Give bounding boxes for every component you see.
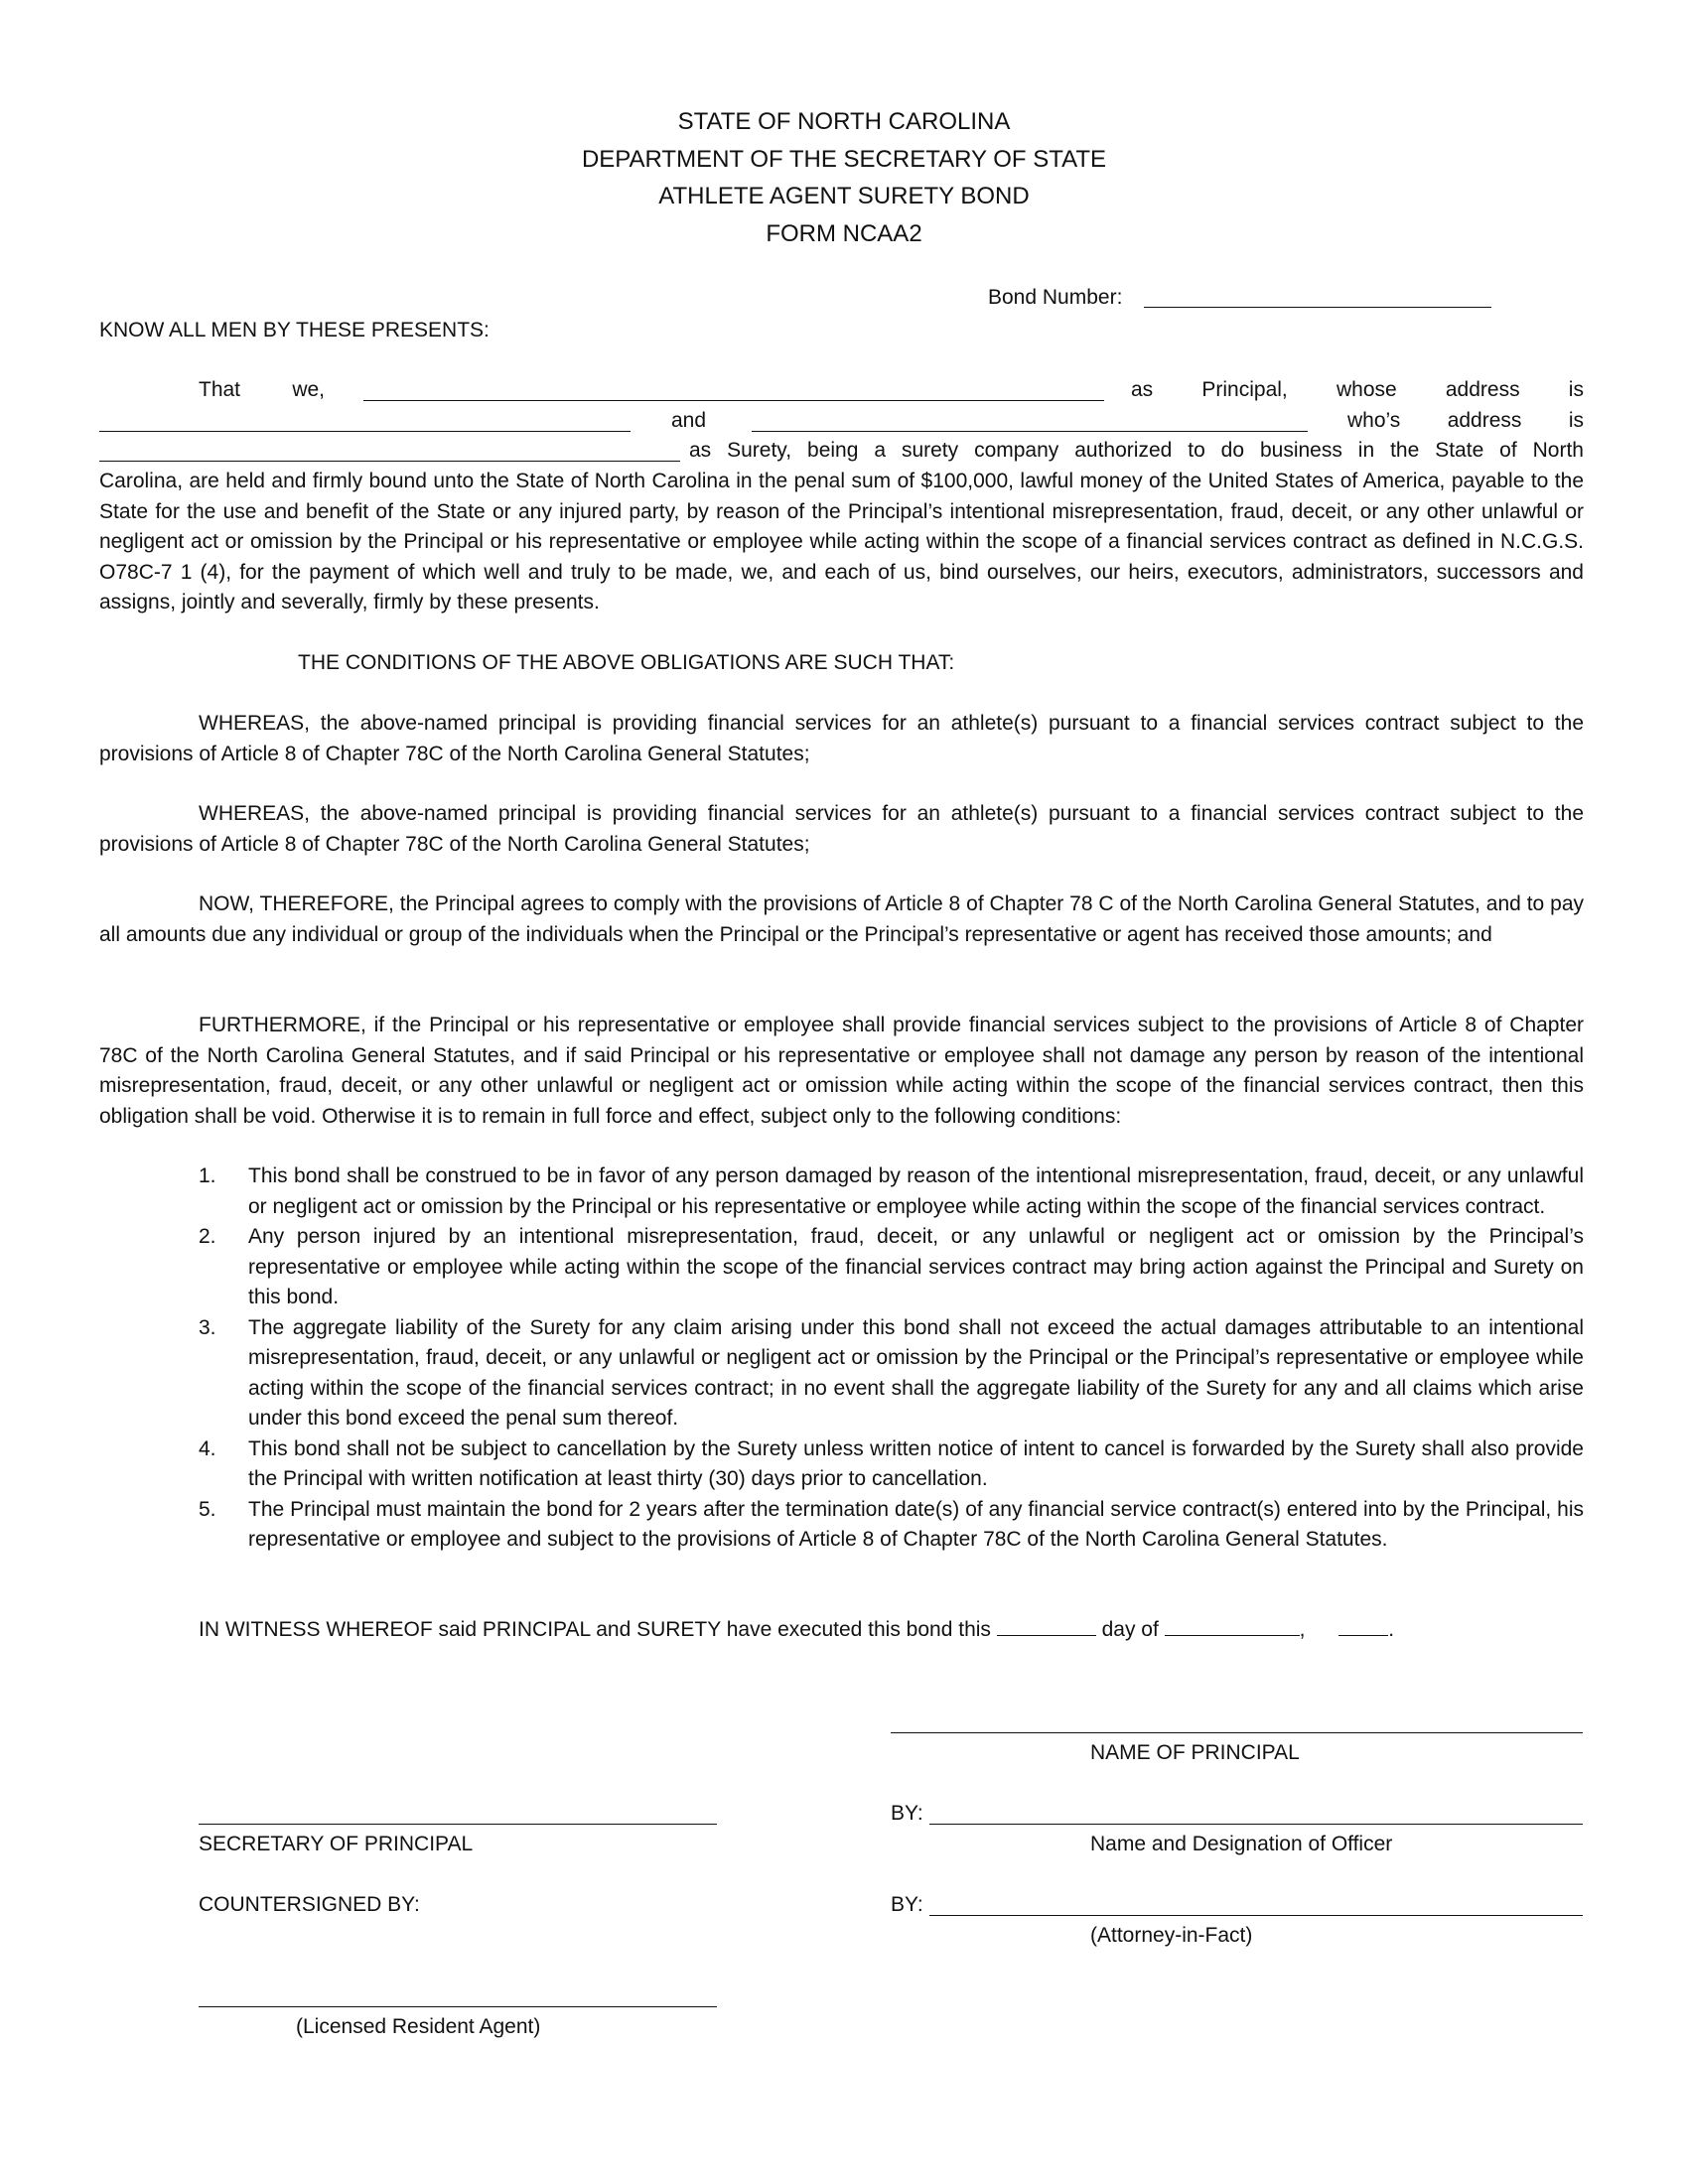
- condition-item-4: 4. This bond shall not be subject to cancellation by the Surety unless written notice of intent to cancel is forwarded by the Surety shall also provide the Principal with written notification at least thirty (30) days prior to cancellation.: [199, 1436, 1584, 1490]
- intro-whose: whose: [1336, 378, 1397, 401]
- bond-number-label: Bond Number:: [988, 286, 1123, 309]
- witness-month-field[interactable]: [1165, 1615, 1300, 1636]
- officer-signature-line[interactable]: [929, 1824, 1583, 1825]
- now-therefore-paragraph: NOW, THEREFORE, the Principal agrees to comply with the provisions of Article 8 of Chapter 78 C of the North Carolina General Statutes, and to pay all amounts due any individual or group of the individuals when the Principal or the Principal’s representative or agent has received those amounts; and: [99, 892, 1584, 946]
- header-state: STATE OF NORTH CAROLINA: [677, 108, 1011, 135]
- name-of-principal-label: NAME OF PRINCIPAL: [1090, 1741, 1300, 1764]
- header-bond-title: ATHLETE AGENT SURETY BOND: [658, 183, 1030, 209]
- intro-as: as: [1131, 378, 1154, 401]
- licensed-resident-agent-label: (Licensed Resident Agent): [296, 2015, 541, 2038]
- whereas-paragraph-1: WHEREAS, the above-named principal is providing financial services for an athlete(s) pursuant to a financial services contract subject to the provisions of Article 8 of Chapter 78C of the North Carolina General Statutes;: [99, 712, 1584, 765]
- witness-day-of: day of: [1101, 1618, 1159, 1641]
- attorney-in-fact-label: (Attorney-in-Fact): [1090, 1924, 1253, 1947]
- header-department: DEPARTMENT OF THE SECRETARY OF STATE: [581, 145, 1107, 173]
- name-designation-label: Name and Designation of Officer: [1090, 1833, 1393, 1855]
- principal-address-field[interactable]: [99, 431, 631, 432]
- intro-and: and: [671, 409, 707, 432]
- intro-whos: who’s: [1347, 409, 1401, 432]
- secretary-signature-line[interactable]: [199, 1824, 717, 1825]
- intro-as-surety: as Surety, being a surety company authorized to do business in the State of North: [689, 439, 1584, 462]
- condition-item-1: 1. This bond shall be construed to be in favor of any person damaged by reason of the intentional misrepresentation, fraud, deceit, or any unlawful or negligent act or omission by the Principal or his representative or employee while acting within the scope of the financial services contract.: [199, 1164, 1584, 1218]
- header-form-number: FORM NCAA2: [766, 219, 922, 247]
- condition-item-2: 2. Any person injured by an intentional misrepresentation, fraud, deceit, or any unlawful or negligent act or omission by the Principal’s representative or employee while acting within the scope of the financial services contract may bring action against the Principal and Surety on this bond.: [199, 1225, 1584, 1308]
- surety-name-field[interactable]: [752, 431, 1308, 432]
- attorney-signature-line[interactable]: [929, 1915, 1583, 1916]
- whereas-paragraph-2: WHEREAS, the above-named principal is providing financial services for an athlete(s) pursuant to a financial services contract subject to the provisions of Article 8 of Chapter 78C of the North Carolina General Statutes;: [99, 802, 1584, 856]
- licensed-agent-signature-line[interactable]: [199, 2006, 717, 2007]
- secretary-of-principal-label: SECRETARY OF PRINCIPAL: [199, 1833, 474, 1855]
- intro-whos-address: [1347, 406, 1584, 437]
- by-label-2: BY:: [891, 1893, 923, 1916]
- condition-item-3: 3. The aggregate liability of the Surety for any claim arising under this bond shall not exceed the actual damages attributable to an intentional misrepresentation, fraud, deceit, or any unlawful or negligent act or omission by the Principal or the Principal’s representative or employee while acting within the scope of the financial services contract; in no event shall the aggregate liability of the Surety for any and all claims which arise under this bond exceed the penal sum thereof.: [199, 1315, 1584, 1430]
- intro-we: we,: [292, 378, 325, 401]
- intro-that: That: [199, 378, 241, 401]
- witness-year-field[interactable]: [1338, 1615, 1388, 1636]
- bond-number-field[interactable]: [1144, 307, 1491, 308]
- witness-line: [199, 1615, 1394, 1646]
- intro-is-2: is: [1568, 409, 1584, 432]
- furthermore-paragraph: FURTHERMORE, if the Principal or his representative or employee shall provide financial services subject to the provisions of Article 8 of Chapter 78C of the North Carolina General Statutes, and if said Principal or his representative or employee shall not damage any person by reason of the intentional misrepresentation, fraud, deceit, or any other unlawful or negligent act or omission while acting within the scope of the financial services contract, then this obligation shall be void. Otherwise it is to remain in full force and effect, subject only to the following conditions:: [99, 1014, 1584, 1128]
- witness-period: .: [1388, 1618, 1395, 1641]
- conditions-list: [199, 1161, 1584, 1556]
- principal-name-signature-line[interactable]: [891, 1732, 1583, 1733]
- witness-day-field[interactable]: [997, 1615, 1096, 1636]
- witness-comma: ,: [1299, 1618, 1306, 1641]
- condition-item-5: 5. The Principal must maintain the bond for 2 years after the termination date(s) of any financial service contract(s) entered into by the Principal, his representative or employee and subject to the provisions of Article 8 of Chapter 78C of the North Carolina General Statutes.: [199, 1497, 1584, 1551]
- know-all-men: KNOW ALL MEN BY THESE PRESENTS:: [99, 319, 490, 341]
- intro-paragraph: Carolina, are held and firmly bound unto the State of North Carolina in the penal sum of $100,000, lawful money of the United States of America, payable to the State for the use and benefit of the State or any injured party, by reason of the Principal’s intentional misrepresentation, fraud, deceit, or any other unlawful or negligent act or omission by the Principal or his representative or employee while acting within the scope of a financial services contract as defined in N.C.G.S. O78C-7 1 (4), for the payment of which well and truly to be made, we, and each of us, bind ourselves, our heirs, executors, administrators, successors and assigns, jointly and severally, firmly by these presents.: [99, 470, 1584, 614]
- principal-name-field[interactable]: [363, 400, 1104, 401]
- witness-text: IN WITNESS WHEREOF said PRINCIPAL and SURETY have executed this bond this: [199, 1618, 991, 1641]
- by-label-1: BY:: [891, 1802, 923, 1825]
- intro-address-2: address: [1447, 409, 1522, 432]
- intro-address: address: [1445, 378, 1520, 401]
- conditions-heading: THE CONDITIONS OF THE ABOVE OBLIGATIONS ARE SUCH THAT:: [298, 651, 955, 674]
- countersigned-by-label: COUNTERSIGNED BY:: [199, 1893, 420, 1916]
- surety-address-field[interactable]: [99, 461, 680, 462]
- form-header: [0, 103, 1688, 252]
- intro-is: is: [1568, 378, 1584, 401]
- intro-principal: Principal,: [1201, 378, 1288, 401]
